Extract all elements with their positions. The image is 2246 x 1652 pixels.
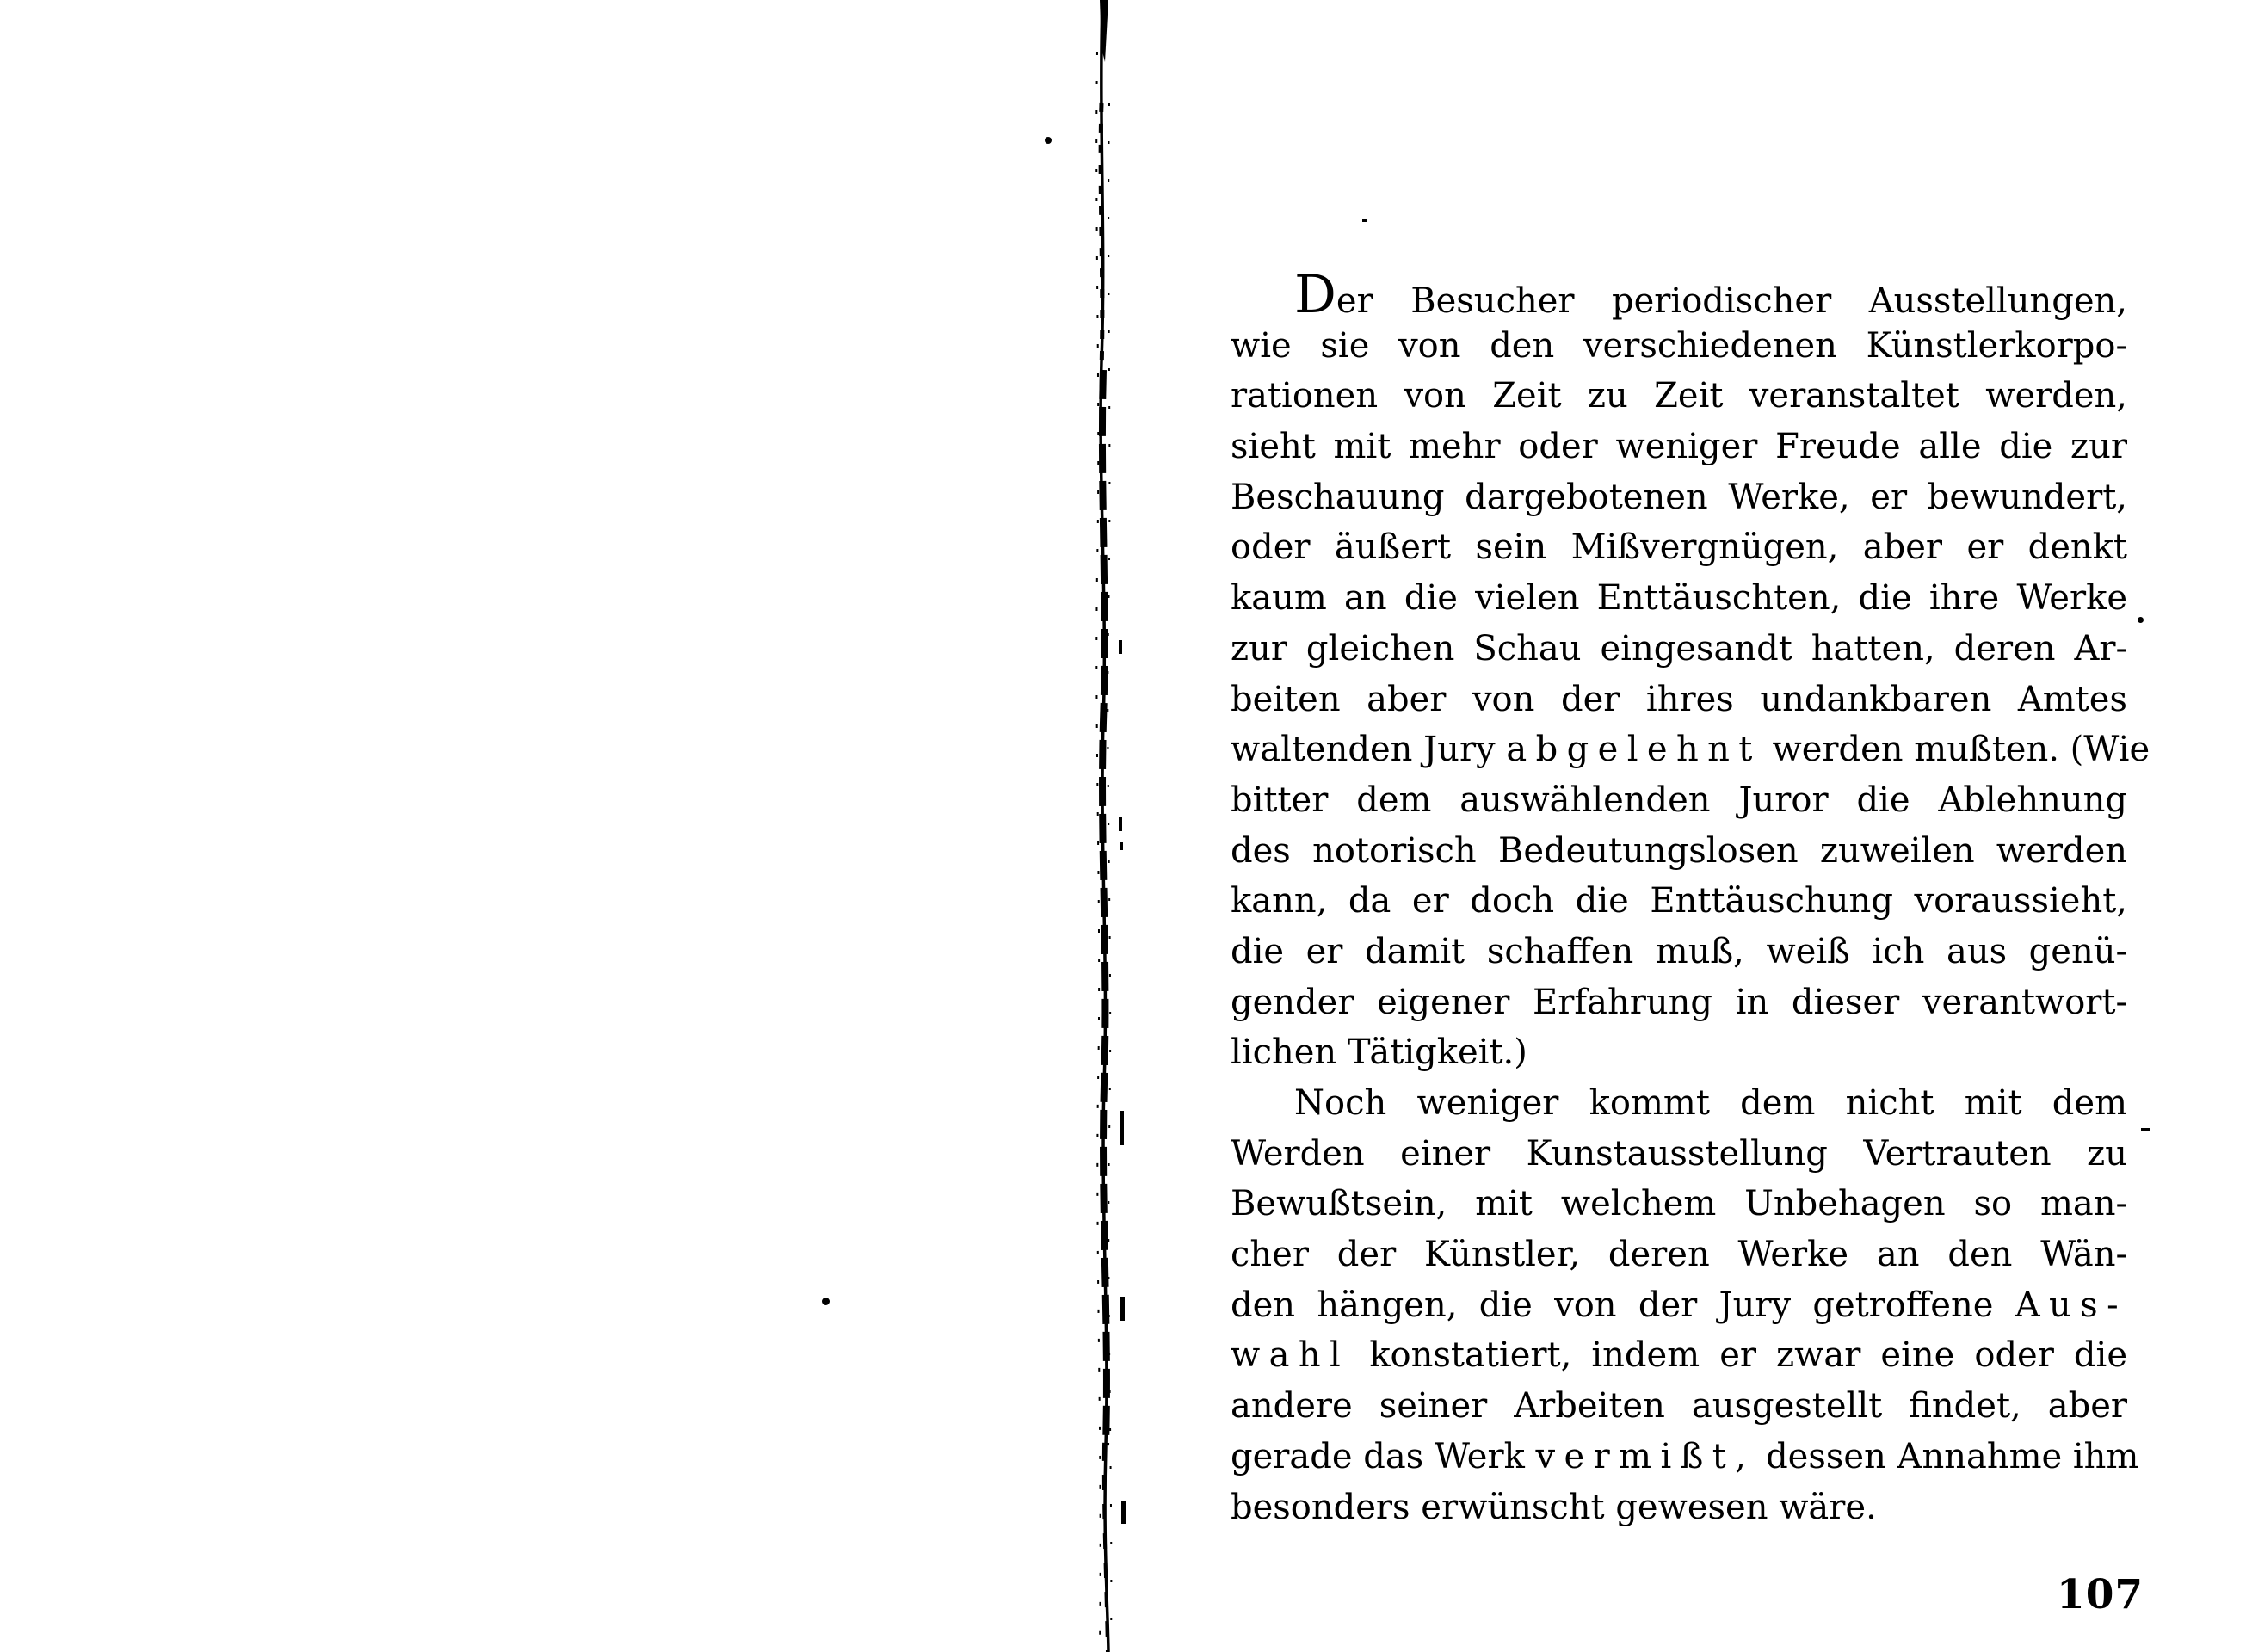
text-line <box>1231 1179 2127 1230</box>
scan-speck <box>1362 219 1367 222</box>
text-line <box>1231 573 2127 624</box>
text-line <box>1231 522 2127 573</box>
text-line <box>1231 1280 2127 1331</box>
text-line <box>1231 624 2127 675</box>
text-segment: kaum an die vielen Enttäuschten, die ihre Werke <box>1231 578 2127 619</box>
text-line <box>1231 826 2127 877</box>
text-segment: abgelehnt <box>1506 730 1762 770</box>
text-segment: wie sie von den verschiedenen Künstlerkorpo- <box>1231 325 2127 366</box>
binding-gutter <box>1076 0 1136 1652</box>
text-segment: des notorisch Bedeutungslosen zuweilen werden <box>1231 830 2127 871</box>
text-line <box>1231 1230 2127 1280</box>
gutter-nick <box>1119 640 1122 654</box>
text-segment: andere seiner Arbeiten ausgestellt findet, aber <box>1231 1386 2127 1427</box>
text-segment: cher der Künstler, deren Werke an den Wän- <box>1231 1235 2127 1275</box>
text-line <box>1231 1129 2127 1180</box>
text-segment: rationen von Zeit zu Zeit veranstaltet werden, <box>1231 376 2127 416</box>
text-segment: die er damit schaffen muß, weiß ich aus genü- <box>1231 931 2127 971</box>
text-segment: sieht mit mehr oder weniger Freude alle die zur <box>1231 427 2127 467</box>
text-line <box>1231 977 2127 1028</box>
text-segment: D <box>1294 264 1336 325</box>
text-segment: gender eigener Erfahrung in dieser verantwort- <box>1231 982 2127 1022</box>
text-segment: gerade das Werk <box>1231 1436 1536 1476</box>
gutter-nick <box>1119 817 1122 831</box>
text-segment: Bewußtsein, mit welchem Unbehagen so man- <box>1231 1184 2127 1224</box>
text-segment: werden mußten. (Wie <box>1761 730 2150 770</box>
text-segment: oder äußert sein Mißvergnügen, aber er denkt <box>1231 527 2127 568</box>
text-line <box>1231 1432 2139 1482</box>
text-block <box>1231 264 2150 1532</box>
text-line <box>1231 1330 2127 1381</box>
text-line <box>1231 1482 2127 1533</box>
text-segment: Werden einer Kunstausstellung Vertrauten zu <box>1231 1133 2127 1174</box>
gutter-nick <box>1121 1501 1126 1524</box>
text-line <box>1231 321 2127 372</box>
text-segment: dessen Annahme ihm <box>1755 1436 2139 1476</box>
gutter-nick <box>1120 1111 1124 1145</box>
text-segment: bitter dem auswählenden Juror die Ablehnung <box>1231 780 2127 820</box>
text-segment: beiten aber von der ihres undankbaren Amtes <box>1231 679 2127 719</box>
text-line <box>1231 371 2127 422</box>
text-line <box>1231 775 2127 826</box>
page-number: 107 <box>2057 1571 2144 1618</box>
text-line <box>1231 422 2127 472</box>
text-line <box>1231 264 2127 325</box>
text-segment: Beschauung dargebotenen Werke, er bewundert, <box>1231 477 2127 517</box>
text-segment: Noch weniger kommt dem nicht mit dem <box>1294 1083 2127 1123</box>
text-line <box>1231 927 2127 977</box>
scan-speck <box>2138 617 2144 623</box>
text-segment: konstatiert, indem er zwar eine oder die <box>1349 1335 2127 1376</box>
text-segment: Aus- <box>2015 1285 2127 1325</box>
scan-speck <box>2141 1128 2150 1131</box>
text-segment: vermißt, <box>1535 1436 1755 1476</box>
text-line <box>1231 724 2150 775</box>
text-line <box>1231 472 2127 523</box>
text-line <box>1231 675 2127 725</box>
scan-speck <box>822 1298 830 1305</box>
text-line <box>1231 1078 2127 1129</box>
text-segment: kann, da er doch die Enttäuschung voraussieht, <box>1231 881 2127 922</box>
text-segment: den hängen, die von der Jury getroffene <box>1231 1285 2015 1325</box>
text-segment: lichen Tätigkeit.) <box>1231 1032 1527 1073</box>
gutter-nick <box>1120 842 1123 850</box>
text-line <box>1231 1381 2127 1432</box>
text-segment: waltenden Jury <box>1231 730 1507 770</box>
text-segment: zur gleichen Schau eingesandt hatten, deren Ar- <box>1231 628 2127 669</box>
text-segment: besonders erwünscht gewesen wäre. <box>1231 1487 1877 1527</box>
text-segment: wahl <box>1231 1335 1350 1376</box>
scan-speck <box>1045 137 1052 144</box>
text-line <box>1231 876 2127 927</box>
text-segment: er Besucher periodischer Ausstellungen, <box>1336 281 2127 321</box>
text-line <box>1231 1027 2127 1078</box>
gutter-nick <box>1120 1297 1125 1321</box>
